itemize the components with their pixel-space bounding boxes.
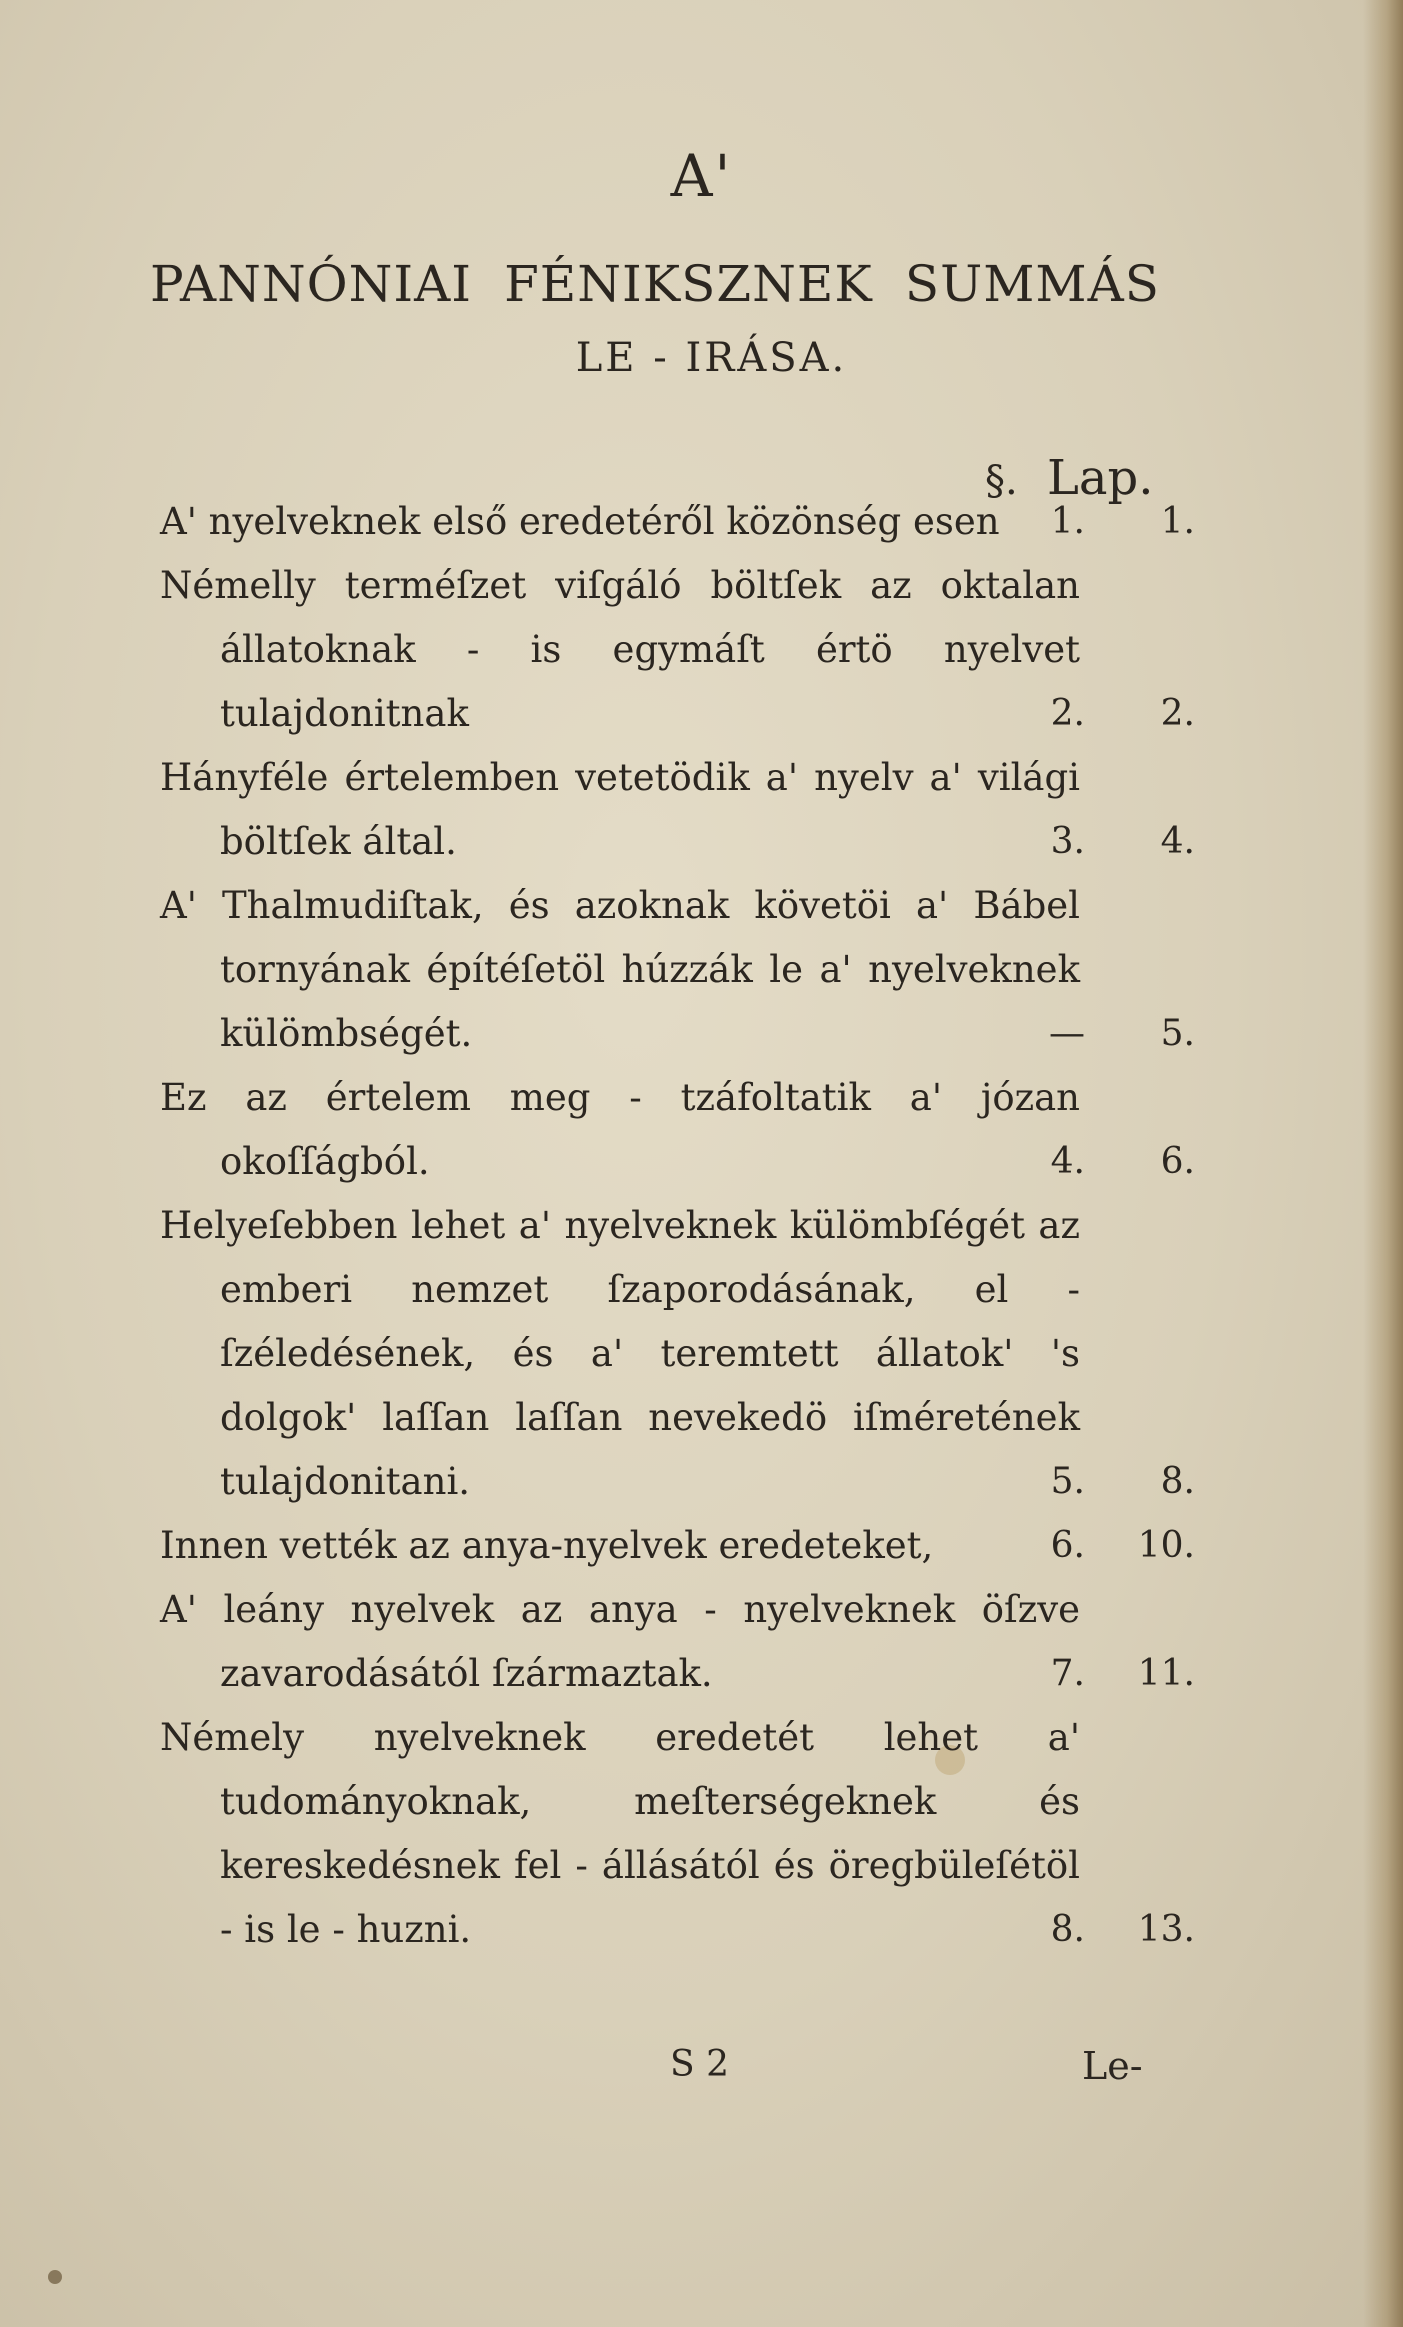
title-word-3: SUMMÁS <box>904 255 1160 313</box>
toc-entry-numbers <box>1025 490 1195 554</box>
toc-entry-section: 7. <box>1050 1653 1085 1694</box>
table-of-contents <box>160 490 1195 1962</box>
toc-entry-numbers <box>1025 1642 1195 1706</box>
catchword: Le- <box>1082 2044 1143 2088</box>
toc-entry <box>160 490 1195 554</box>
toc-entry-page: 4. <box>1160 821 1195 862</box>
toc-entry-section: 8. <box>1050 1909 1085 1950</box>
toc-entry <box>160 554 1195 746</box>
toc-entry-section: 5. <box>1050 1461 1085 1502</box>
toc-entry-numbers <box>1025 682 1195 746</box>
toc-entry-page: 2. <box>1160 693 1195 734</box>
toc-entry-section: 4. <box>1050 1141 1085 1182</box>
toc-entry-text: Helyeſebben lehet a' nyelveknek külömbſégét az emberi nemzet ſzaporodásának, el - ſzéledésének, és a' teremtett állatok' 's dolgok' laſſan laſſan nevekedö iſméretének tulajdonitani. <box>160 1204 1080 1503</box>
header-mark: A' <box>670 142 733 210</box>
toc-entry <box>160 746 1195 874</box>
toc-entry-numbers <box>1025 1450 1195 1514</box>
toc-entry-text: A' Thalmudiſtak, és azoknak követöi a' Bábel tornyának építéſetöl húzzák le a' nyelveknek külömbségét. <box>160 884 1080 1055</box>
toc-entry <box>160 1578 1195 1706</box>
title-word-1: PANNÓNIAI <box>150 255 473 313</box>
toc-entry-page: 13. <box>1137 1909 1195 1950</box>
toc-entry-page: 1. <box>1160 501 1195 542</box>
paper-stain <box>48 2270 62 2284</box>
toc-entry-numbers <box>1025 1130 1195 1194</box>
toc-entry-text: A' leány nyelvek az anya - nyelveknek öſzve zavarodásától ſzármaztak. <box>160 1588 1080 1695</box>
toc-entry-text: Ez az értelem meg - tzáfoltatik a' józan okoſſágból. <box>160 1076 1080 1183</box>
toc-entry-text: Némelly terméſzet viſgáló böltſek az oktalan állatoknak - is egymáſt értö nyelvet tulajdonitnak <box>160 564 1080 735</box>
toc-entry-section: 3. <box>1050 821 1085 862</box>
section-column-header: §. <box>985 458 1018 504</box>
page-title <box>150 255 1160 313</box>
toc-entry-section: 2. <box>1050 693 1085 734</box>
toc-entry-numbers <box>1025 810 1195 874</box>
toc-entry-page: 6. <box>1160 1141 1195 1182</box>
signature-mark: S 2 <box>670 2044 730 2085</box>
toc-entry-text: Hányféle értelemben vetetödik a' nyelv a' világi böltſek által. <box>160 756 1080 863</box>
toc-entry-page: 11. <box>1137 1653 1195 1694</box>
toc-entry-section: 1. <box>1050 501 1085 542</box>
toc-entry-numbers <box>1025 1002 1195 1066</box>
toc-entry <box>160 1194 1195 1514</box>
title-word-2: FÉNIKSZNEK <box>504 255 873 313</box>
toc-entry-numbers <box>1025 1514 1195 1578</box>
toc-entry <box>160 1066 1195 1194</box>
toc-entry-section: — <box>1049 1013 1085 1054</box>
toc-entry <box>160 1514 1195 1578</box>
page-subtitle: LE - IRÁSA. <box>575 335 848 381</box>
toc-entry <box>160 1706 1195 1962</box>
toc-entry-text: Innen vették az anya-nyelvek eredeteket, <box>160 1524 934 1567</box>
toc-entry-numbers <box>1025 1898 1195 1962</box>
toc-entry-text: A' nyelveknek első eredetéről közönség esen <box>160 500 1000 543</box>
toc-entry-section: 6. <box>1050 1525 1085 1566</box>
toc-entry-page: 5. <box>1160 1013 1195 1054</box>
toc-entry-page: 10. <box>1137 1525 1195 1566</box>
toc-entry <box>160 874 1195 1066</box>
toc-entry-text: Némely nyelveknek eredetét lehet a' tudományoknak, meſterségeknek és kereskedésnek fel - állásától és öregbüleſétöl - is le - huzni. <box>160 1716 1080 1951</box>
toc-entry-page: 8. <box>1160 1461 1195 1502</box>
page-column-header: Lap. <box>1046 450 1154 506</box>
